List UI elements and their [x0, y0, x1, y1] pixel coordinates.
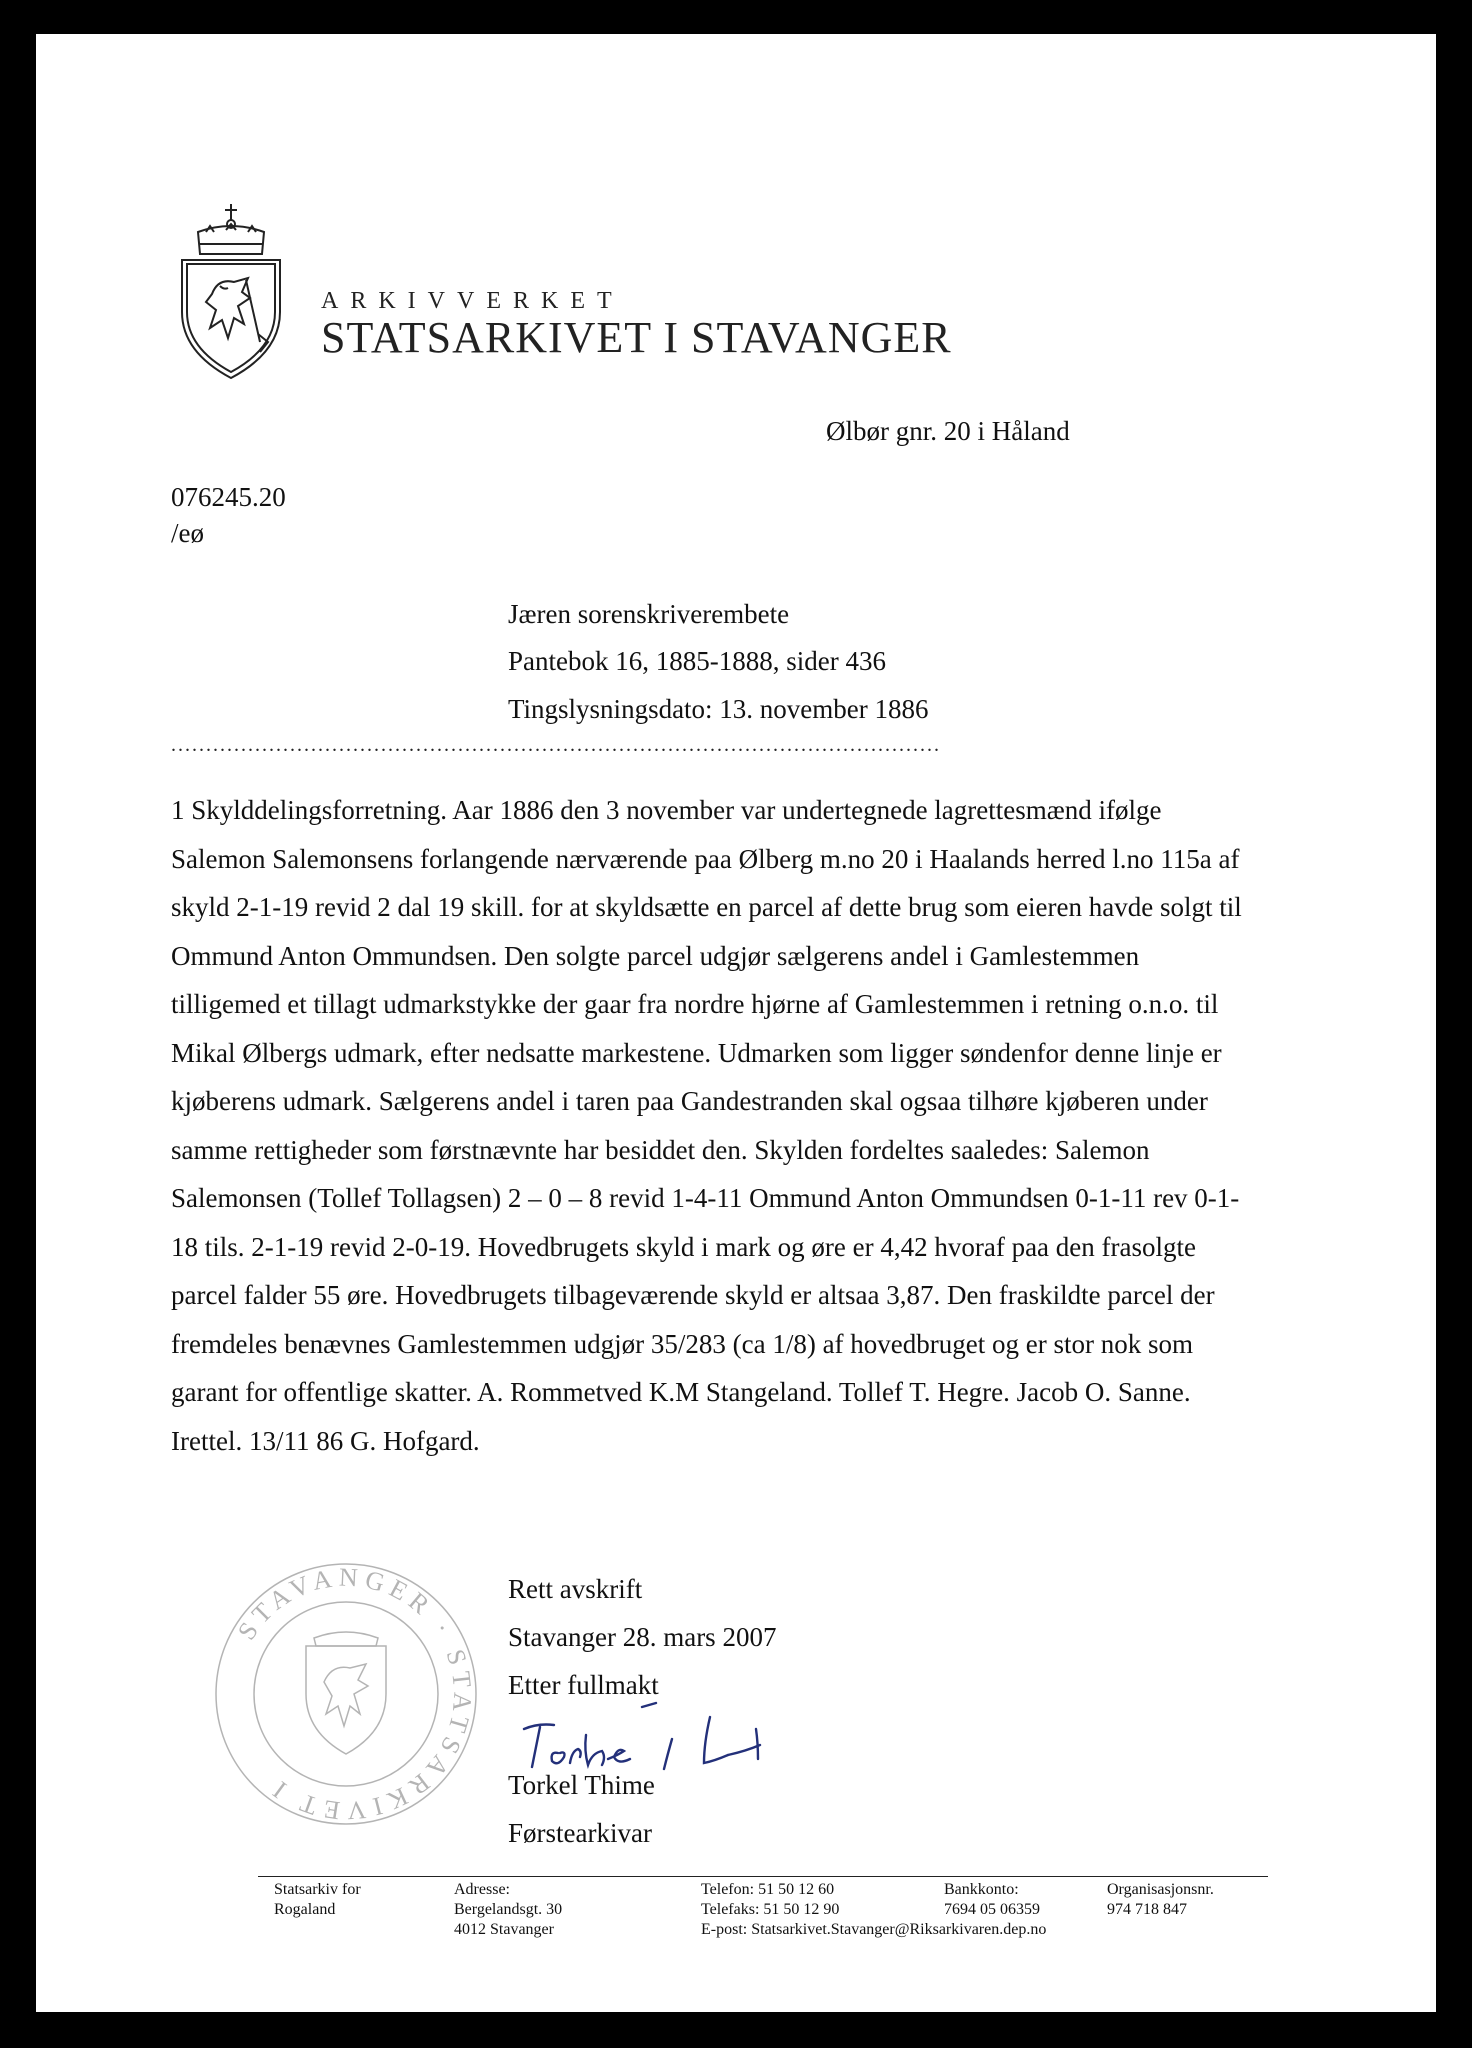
subject-line: Ølbør gnr. 20 i Håland [826, 416, 1070, 446]
authority-label: Etter fullmakt [508, 1670, 659, 1700]
body-line: fremdeles benævnes Gamlestemmen udgjør 35/283 (ca 1/8) af hovedbruget og er stor nok som [171, 1328, 1193, 1359]
stamp-text: STAVANGER · STATSARKIVET I [231, 1562, 478, 1826]
place-date: Stavanger 28. mars 2007 [508, 1622, 777, 1652]
body-line: Irettel. 13/11 86 G. Hofgard. [171, 1425, 480, 1456]
footer-text: Telefaks: 51 50 12 90 [701, 1901, 840, 1918]
body-line: 1 Skylddelingsforretning. Aar 1886 den 3 november var undertegnede lagrettesmænd ifølge [171, 795, 1162, 825]
body-line: samme rettigheder som førstnævnte har besiddet den. Skylden fordeltes saaledes: Salemon [171, 1134, 1150, 1165]
body-line: parcel falder 55 øre. Hovedbrugets tilbageværende skyld er altsaa 3,87. Den fraskildte parcel der [171, 1280, 1215, 1310]
footer-text: 4012 Stavanger [454, 1921, 554, 1938]
footer-email: E-post: Statsarkivet.Stavanger@Riksarkivaren.dep.no [701, 1921, 1047, 1938]
body-line: 18 tils. 2-1-19 revid 2-0-19. Hovedbrugets skyld i mark og øre er 4,42 hvoraf paa den frasolgte [171, 1231, 1196, 1262]
footer-text: Rogaland [274, 1901, 336, 1918]
footer-text: Bankkonto: [944, 1881, 1019, 1898]
signatory-title: Førstearkivar [508, 1818, 652, 1848]
source-office: Jæren sorenskriverembete [508, 599, 790, 629]
transcription-body [171, 786, 1341, 1465]
official-stamp-icon [206, 1554, 486, 1834]
coat-of-arms-icon [176, 202, 286, 382]
footer-text: Adresse: [454, 1881, 510, 1898]
document-page [36, 34, 1436, 2012]
footer-institution [274, 1880, 361, 1920]
reference-number: 076245.20 [171, 482, 286, 512]
footer-text: Statsarkiv for [274, 1881, 361, 1898]
org-top-title: ARKIVVERKET [321, 288, 624, 314]
footer-text: Organisasjonsnr. [1107, 1881, 1214, 1898]
body-line: garant for offentlige skatter. A. Rommetved K.M Stangeland. Tollef T. Hegre. Jacob O. Sanne. [171, 1377, 1191, 1407]
body-line: Mikal Ølbergs udmark, efter nedsatte markestene. Udmarken som ligger søndenfor denne linje er [171, 1037, 1222, 1068]
certified-copy-label: Rett avskrift [508, 1574, 643, 1604]
signatory-name: Torkel Thime [508, 1770, 655, 1800]
footer-divider [258, 1876, 1268, 1877]
body-line: tilligemed et tillagt udmarkstykke der gaar fra nordre hjørne af Gamlestemmen i retning o.n.o. til [171, 989, 1219, 1019]
footer-text: Bergelandsgt. 30 [454, 1901, 563, 1918]
footer-address [454, 1880, 562, 1940]
footer-text: 7694 05 06359 [944, 1901, 1040, 1918]
footer-org-number [1107, 1880, 1214, 1920]
body-line: Salemon Salemonsens forlangende nærværende paa Ølberg m.no 20 i Haalands herred l.no 115a af [171, 843, 1240, 874]
reference-initials: /eø [171, 518, 204, 548]
footer-text: 974 718 847 [1107, 1901, 1187, 1918]
body-line: Ommund Anton Ommundsen. Den solgte parcel udgjør sælgerens andel i Gamlestemmen [171, 940, 1140, 971]
handwritten-signature [514, 1699, 814, 1779]
body-line: kjøberens udmark. Sælgerens andel i taren paa Gandestranden skal ogsaa tilhøre kjøberen under [171, 1086, 1208, 1116]
dotted-divider: .............................................................................................................. [171, 734, 941, 756]
body-line: Salemonsen (Tollef Tollagsen) 2 – 0 – 8 revid 1-4-11 Ommund Anton Ommundsen 0-1-11 rev 0-1- [171, 1183, 1240, 1213]
footer-bank [944, 1880, 1040, 1920]
footer-text: Telefon: 51 50 12 60 [701, 1881, 835, 1898]
source-book: Pantebok 16, 1885-1888, sider 436 [508, 646, 886, 676]
source-date: Tingslysningsdato: 13. november 1886 [508, 694, 929, 724]
body-line: skyld 2-1-19 revid 2 dal 19 skill. for at skyldsætte en parcel af dette brug som eieren havde solgt til [171, 892, 1242, 922]
org-name: STATSARKIVET I STAVANGER [321, 313, 952, 362]
